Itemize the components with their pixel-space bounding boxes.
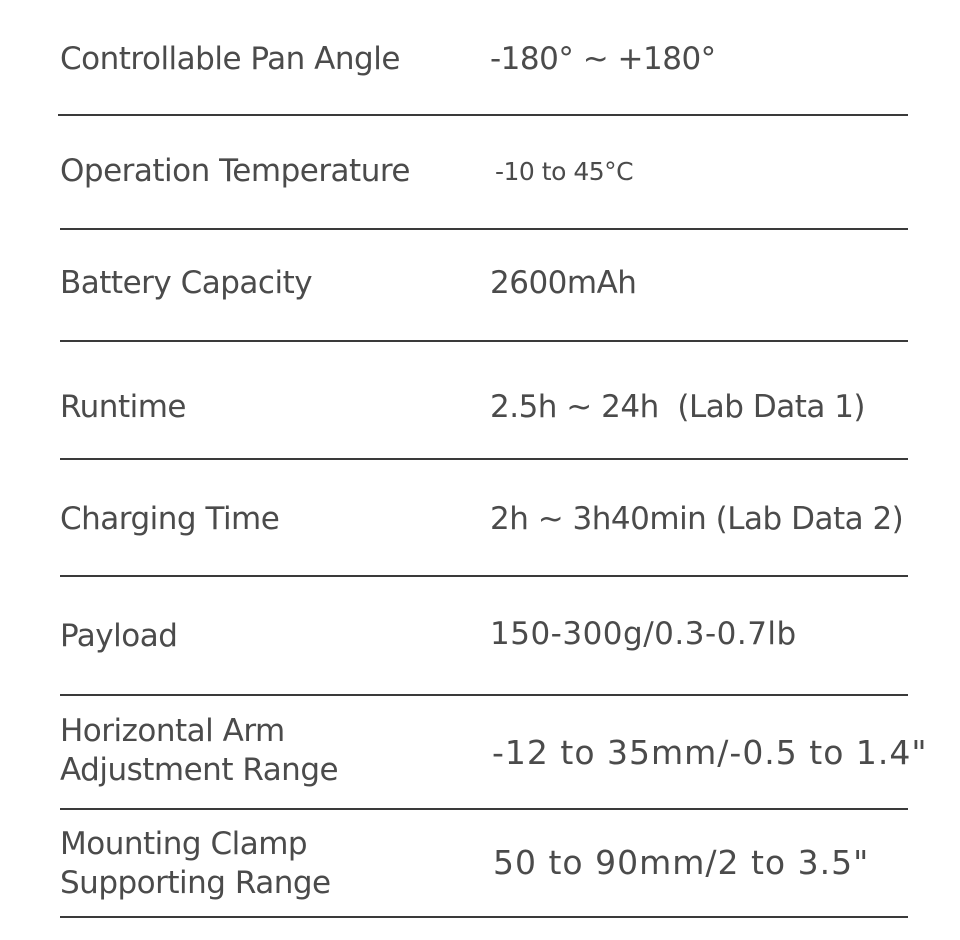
row-divider <box>60 916 908 918</box>
spec-value-horizontal-arm: -12 to 35mm/-0.5 to 1.4" <box>492 733 928 772</box>
spec-label-pan-angle: Controllable Pan Angle <box>60 41 400 77</box>
spec-label-payload: Payload <box>60 618 178 654</box>
row-divider <box>58 114 908 116</box>
spec-label-runtime: Runtime <box>60 389 186 425</box>
row-divider <box>60 458 908 460</box>
spec-label-mounting-clamp-line-1: Mounting Clamp <box>60 826 308 862</box>
row-divider <box>60 228 908 230</box>
spec-value-mounting-clamp: 50 to 90mm/2 to 3.5" <box>493 843 870 882</box>
spec-label-battery-capacity: Battery Capacity <box>60 265 313 301</box>
spec-value-charging-time: 2h ~ 3h40min (Lab Data 2) <box>490 501 904 537</box>
row-divider <box>60 808 908 810</box>
spec-value-runtime: 2.5h ~ 24h (Lab Data 1) <box>490 389 866 425</box>
spec-value-payload: 150-300g/0.3-0.7lb <box>490 616 797 652</box>
row-divider <box>60 694 908 696</box>
row-divider <box>60 575 908 577</box>
row-divider <box>60 340 908 342</box>
spec-label-mounting-clamp-line-2: Supporting Range <box>60 865 331 901</box>
spec-value-battery-capacity: 2600mAh <box>490 265 637 301</box>
spec-label-horizontal-arm-line-2: Adjustment Range <box>60 752 339 788</box>
spec-value-operation-temperature: -10 to 45°C <box>495 157 634 186</box>
spec-label-horizontal-arm-line-1: Horizontal Arm <box>60 713 285 749</box>
spec-label-operation-temperature: Operation Temperature <box>60 153 410 189</box>
spec-value-pan-angle: -180° ~ +180° <box>490 41 716 77</box>
spec-label-charging-time: Charging Time <box>60 501 280 537</box>
